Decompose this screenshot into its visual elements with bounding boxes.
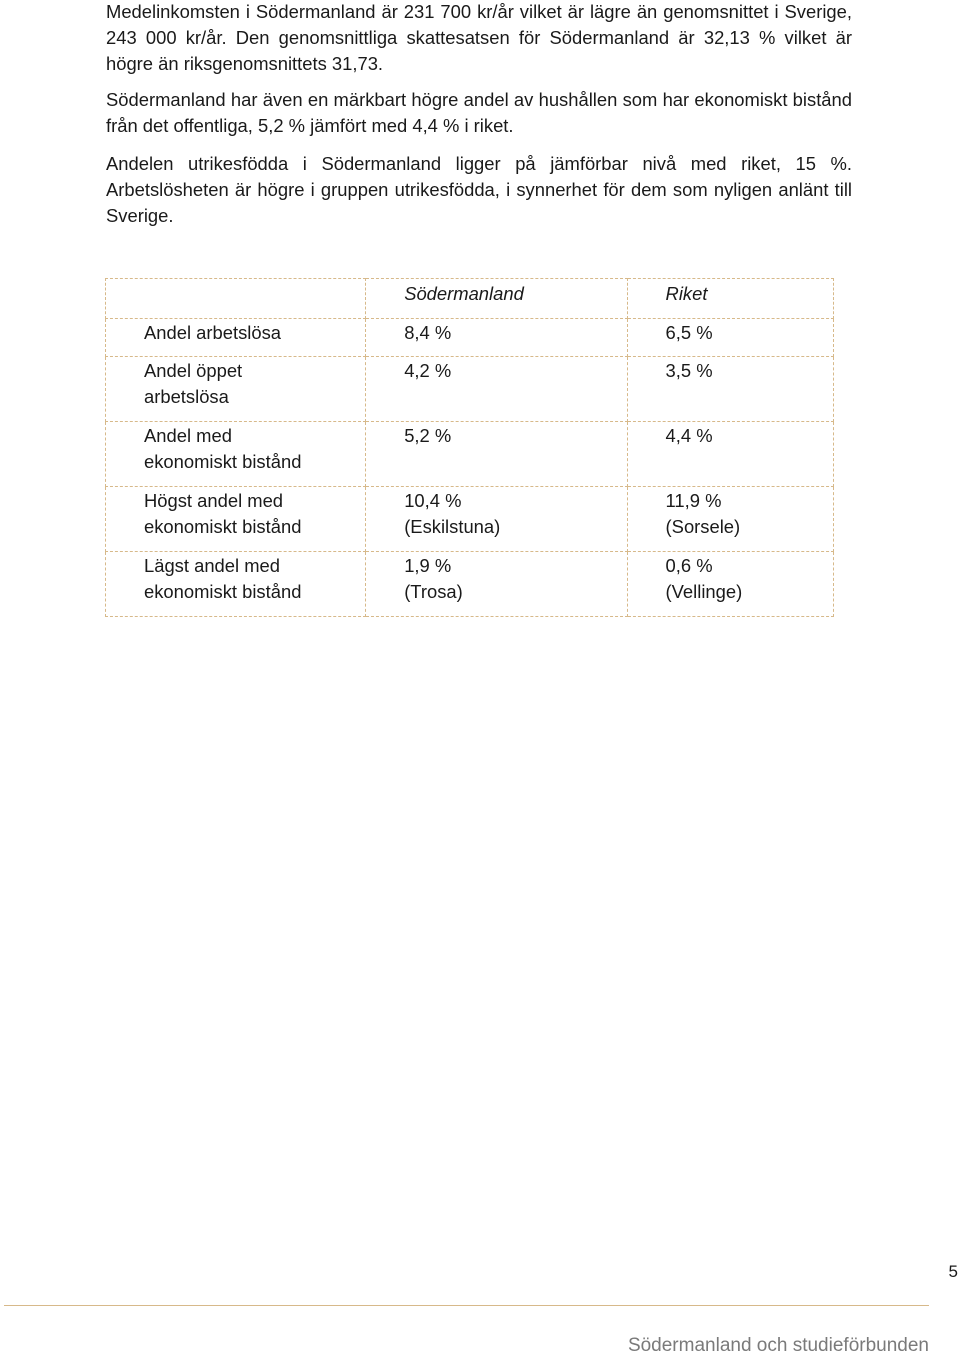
table-header-empty: [106, 279, 366, 319]
table-row: [106, 357, 834, 422]
statistics-table: [105, 278, 834, 617]
footer-divider: [4, 1305, 929, 1306]
table-header-sodermanland: Södermanland: [366, 279, 627, 319]
riket-value: 11,9 % (Sorsele): [627, 487, 833, 552]
row-label: Andel arbetslösa: [106, 319, 366, 357]
table-header-row: [106, 279, 834, 319]
sodermanland-value: 1,9 % (Trosa): [366, 552, 627, 617]
sodermanland-value: 4,2 %: [366, 357, 627, 422]
table-row: [106, 552, 834, 617]
table-row: [106, 487, 834, 552]
sodermanland-value: 8,4 %: [366, 319, 627, 357]
paragraph-income: Medelinkomsten i Södermanland är 231 700 kr/år vilket är lägre än genomsnittet i Sverige, 243 000 kr/år. Den genomsnittliga skattesatsen för Södermanland är 32,13 % vilket är högre än riksgenomsnittets 31,73.: [106, 1, 852, 74]
sodermanland-value: 10,4 % (Eskilstuna): [366, 487, 627, 552]
table-header-riket: Riket: [627, 279, 833, 319]
row-label: Högst andel med ekonomiskt bistånd: [106, 487, 366, 552]
paragraph-foreign-born: Andelen utrikesfödda i Södermanland ligger på jämförbar nivå med riket, 15 %. Arbetslösheten är högre i gruppen utrikesfödda, i synnerhet för dem som nyligen anlänt till Sverige.: [106, 153, 852, 226]
riket-value: 4,4 %: [627, 422, 833, 487]
table-row: [106, 319, 834, 357]
row-label: Lägst andel med ekonomiskt bistånd: [106, 552, 366, 617]
riket-value: 0,6 % (Vellinge): [627, 552, 833, 617]
paragraph-economic-aid: Södermanland har även en märkbart högre andel av hushållen som har ekonomiskt bistånd från det offentliga, 5,2 % jämfört med 4,4 % i riket.: [106, 89, 852, 136]
row-label: Andel öppet arbetslösa: [106, 357, 366, 422]
row-label: Andel med ekonomiskt bistånd: [106, 422, 366, 487]
page-number: 5: [948, 1262, 958, 1281]
riket-value: 3,5 %: [627, 357, 833, 422]
table-row: [106, 422, 834, 487]
sodermanland-value: 5,2 %: [366, 422, 627, 487]
riket-value: 6,5 %: [627, 319, 833, 357]
footer-title: Södermanland och studieförbunden: [627, 1335, 929, 1356]
